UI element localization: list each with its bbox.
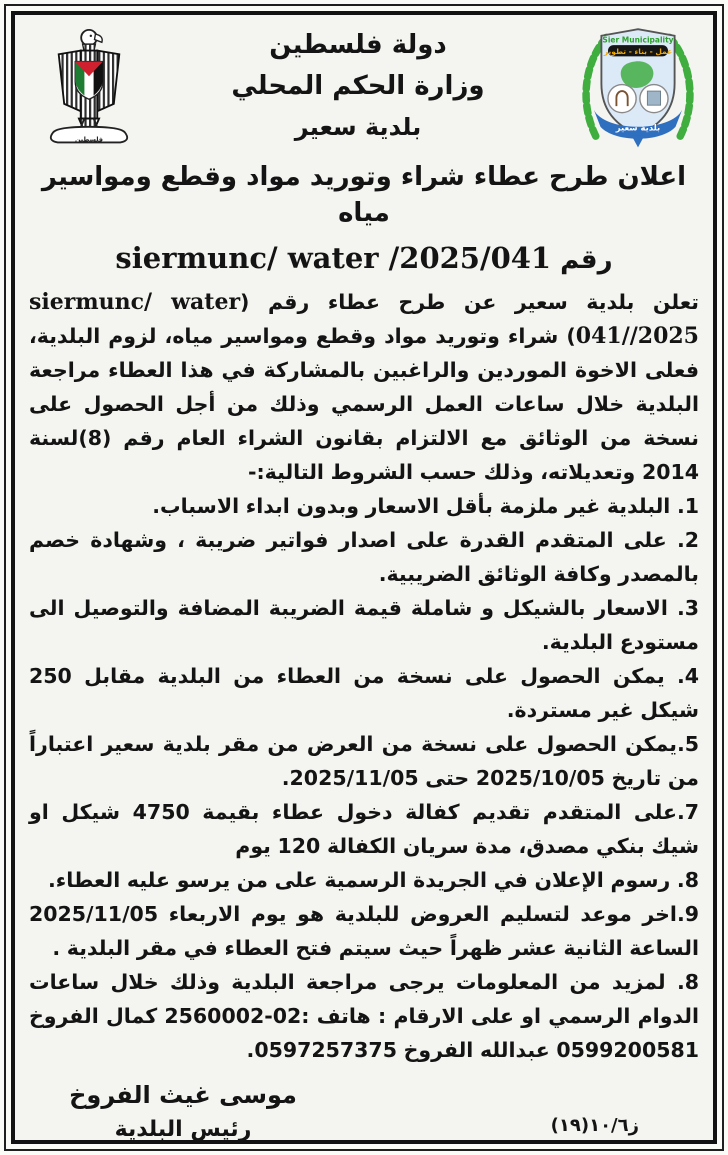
ministry-line: وزارة الحكم المحلي [231, 71, 485, 101]
government-header [141, 19, 575, 148]
announcement-title: اعلان طرح عطاء شراء وتوريد مواد وقطع ومواسير مياه [41, 162, 687, 228]
condition-item-2: 2. على المتقدم القدرة على اصدار فواتير ضريبة ، وشهادة خصم بالمصدر وكافة الوثائق الضريبية. [29, 528, 699, 586]
inner-border [11, 11, 717, 1144]
mayor-name: موسى غيث الفروخ [69, 1081, 297, 1109]
header [29, 19, 699, 151]
condition-item-8: 8. رسوم الإعلان في الجريدة الرسمية على من يرسو عليه العطاء. [48, 868, 699, 892]
condition-item-3: 3. الاسعار بالشيكل و شاملة قيمة الضريبة المضافة والتوصيل الى مستودع البلدية. [29, 596, 699, 654]
crest-ribbon-text: بلدية سعير [615, 122, 661, 133]
intro-paragraph [29, 285, 699, 489]
number-label: رقم [560, 245, 613, 275]
intro-tender-code: siermunc/ water 041//2025 [29, 289, 699, 349]
emblem-scroll-text: فلسطين [75, 135, 103, 144]
tender-code: siermunc/ water /2025/041 [115, 241, 552, 275]
municipality-logo-box [575, 19, 699, 149]
condition-item-info: 8. لمزيد من المعلومات يرجى مراجعة البلدية وذلك خلال ساعات الدوام الرسمي او على الارقام : هاتف :02-2560002 كمال الفروخ 0599200581 عبدالله الفروخ 0597257375. [29, 970, 700, 1062]
sier-municipality-crest-icon [577, 21, 699, 149]
intro-text-after: ) شراء وتوريد مواد وقطع ومواسير مياه، لزوم البلدية، فعلى الاخوة الموردين والراغبين بالمشاركة في هذا العطاء مراجعة البلدية خلال ساعات العمل الرسمي وذلك من أجل الحصول على نسخة من الوثائق مع الالتزام بقانون الشراء العام رقم (8)لسنة 2014 وتعديلاته، وذلك حسب الشروط التالية:- [29, 324, 699, 484]
signature-block [53, 1077, 313, 1147]
state-emblem-box [29, 19, 141, 147]
intro-text-before: تعلن بلدية سعير عن طرح عطاء رقم ( [240, 290, 699, 314]
condition-item-5: 5.يمكن الحصول على نسخة من العرض من مقر بلدية سعير اعتباراً من تاريخ 2025/10/05 حتى 2025/11/05. [29, 732, 699, 790]
condition-item-4: 4. يمكن الحصول على نسخة من العطاء من البلدية مقابل 250 شيكل غير مستردة. [29, 664, 699, 722]
announcement-body [29, 285, 699, 1067]
condition-item-9: 9.اخر موعد لتسليم العروض للبلدية هو يوم الاربعاء 2025/11/05 الساعة الثانية عشر ظهراً حيث سيتم فتح العطاء في مقر البلدية . [29, 902, 699, 960]
condition-item-7: 7.على المتقدم تقديم كفالة دخول عطاء بقيمة 4750 شيكل او شيك بنكي مصدق، مدة سريان الكفالة 120 يوم [29, 800, 700, 858]
municipality-line: بلدية سعير [294, 113, 422, 141]
palestine-eagle-coat-of-arms-icon [37, 23, 141, 147]
condition-item-1: 1. البلدية غير ملزمة بأقل الاسعار وبدون ابداء الاسباب. [152, 494, 699, 518]
crest-top-text: Sier Municipality [602, 35, 674, 45]
crest-banner-text: عمل - بناء - تطوير [603, 47, 673, 57]
newspaper-ref-code: ز١٠/٦(١٩) [550, 1115, 639, 1136]
tender-number-line [29, 239, 699, 279]
footer [29, 1077, 699, 1155]
mayor-title: رئيس البلدية [114, 1117, 252, 1142]
state-line: دولة فلسطين [269, 30, 447, 60]
